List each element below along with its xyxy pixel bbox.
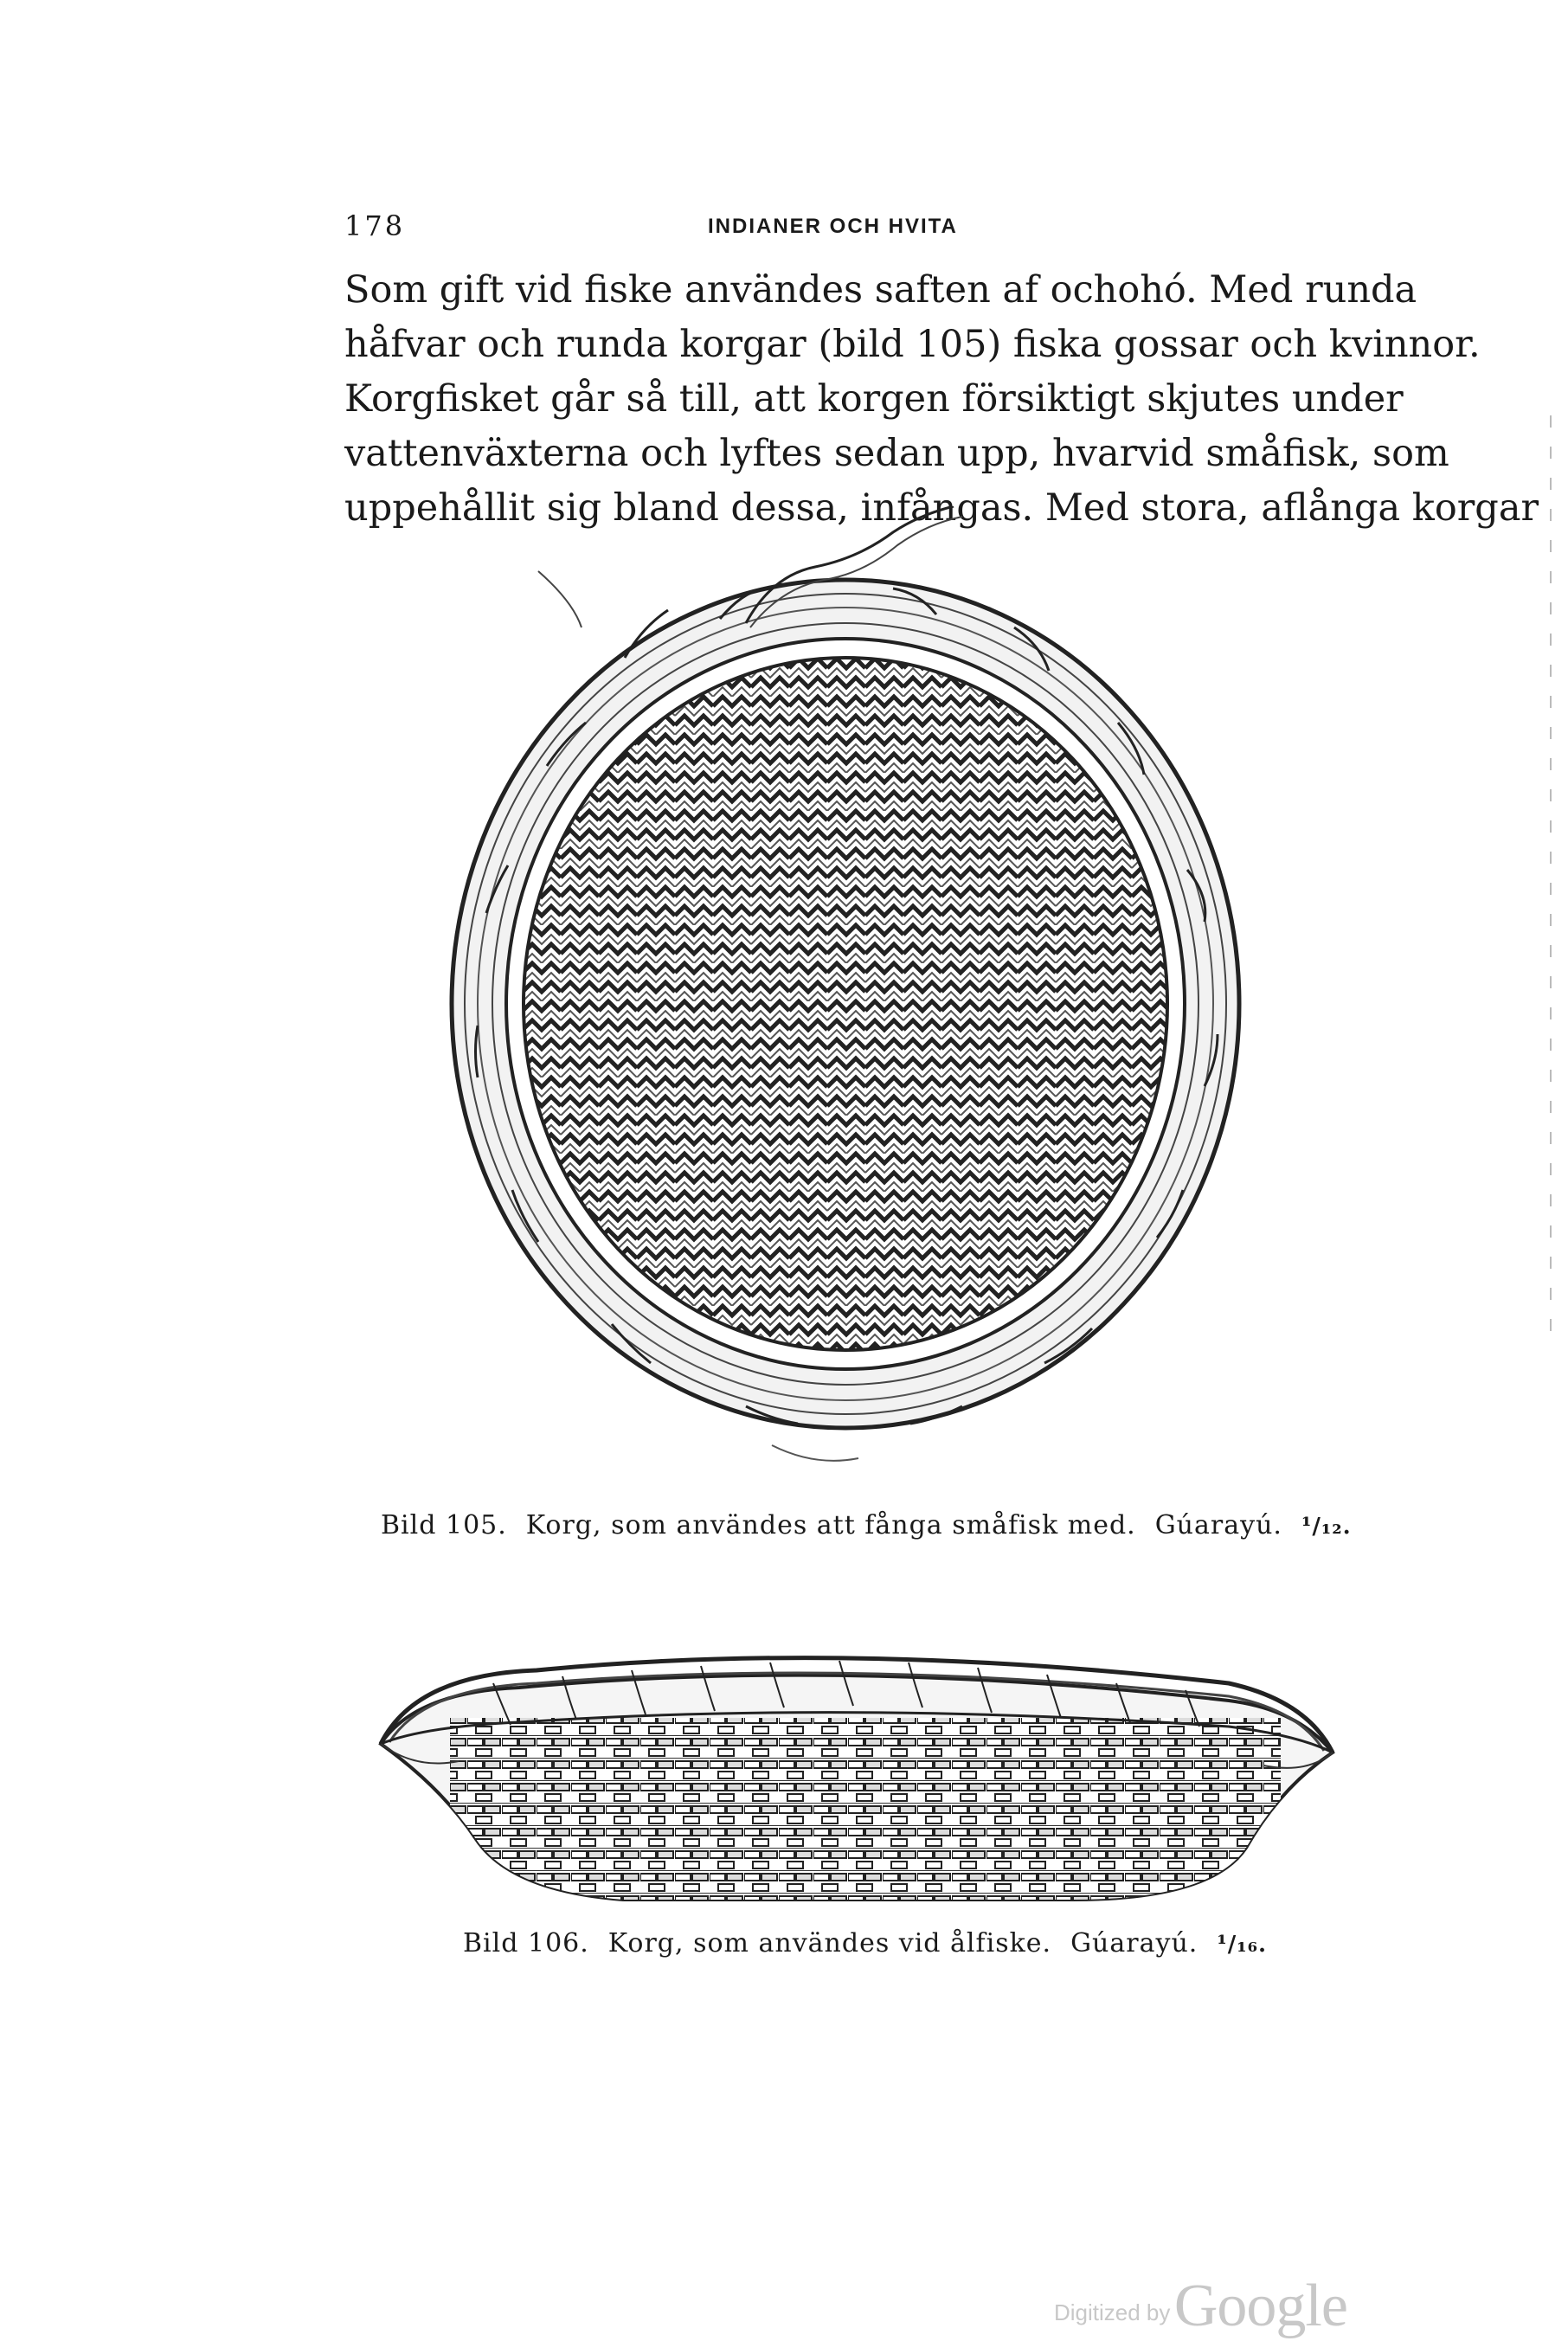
caption-label: Bild 105. bbox=[381, 1510, 507, 1540]
text-line: håfvar och runda korgar (bild 105) fiska gossar och kvinnor. bbox=[344, 323, 1481, 366]
figure-caption-105 bbox=[381, 1510, 1352, 1540]
text-line: uppehållit sig bland dessa, infångas. Med stora, aflånga korgar bbox=[344, 486, 1539, 530]
caption-tribe: Gúarayú. bbox=[1070, 1928, 1198, 1958]
body-paragraph bbox=[344, 263, 1539, 536]
page-header bbox=[344, 209, 1366, 244]
figure-caption-106 bbox=[463, 1928, 1267, 1958]
figure-round-basket bbox=[408, 506, 1291, 1493]
watermark-brand: Google bbox=[1173, 2273, 1347, 2339]
text-line: vattenväxterna och lyftes sedan upp, hvarvid småfisk, som bbox=[344, 432, 1449, 475]
caption-scale: ¹/₁₂. bbox=[1301, 1514, 1352, 1540]
scan-edge-marks bbox=[1549, 415, 1552, 1350]
caption-tribe: Gúarayú. bbox=[1154, 1510, 1282, 1540]
figure-long-basket bbox=[363, 1623, 1346, 1917]
caption-label: Bild 106. bbox=[463, 1928, 589, 1958]
caption-text: Korg, som användes att fånga småfisk med. bbox=[525, 1510, 1136, 1540]
long-basket-illustration bbox=[363, 1623, 1346, 1917]
caption-text: Korg, som användes vid ålfiske. bbox=[607, 1928, 1052, 1958]
round-basket-illustration bbox=[408, 506, 1291, 1493]
text-line: Som gift vid fiske användes saften af ochohó. Med runda bbox=[344, 268, 1417, 312]
running-title: INDIANER OCH HVITA bbox=[708, 215, 958, 238]
watermark-prefix: Digitized by bbox=[1054, 2299, 1171, 2325]
caption-scale: ¹/₁₆. bbox=[1217, 1932, 1268, 1958]
text-line: Korgfisket går så till, att korgen försiktigt skjutes under bbox=[344, 377, 1404, 421]
page-number: 178 bbox=[344, 209, 406, 242]
digitized-watermark bbox=[1054, 2272, 1347, 2341]
